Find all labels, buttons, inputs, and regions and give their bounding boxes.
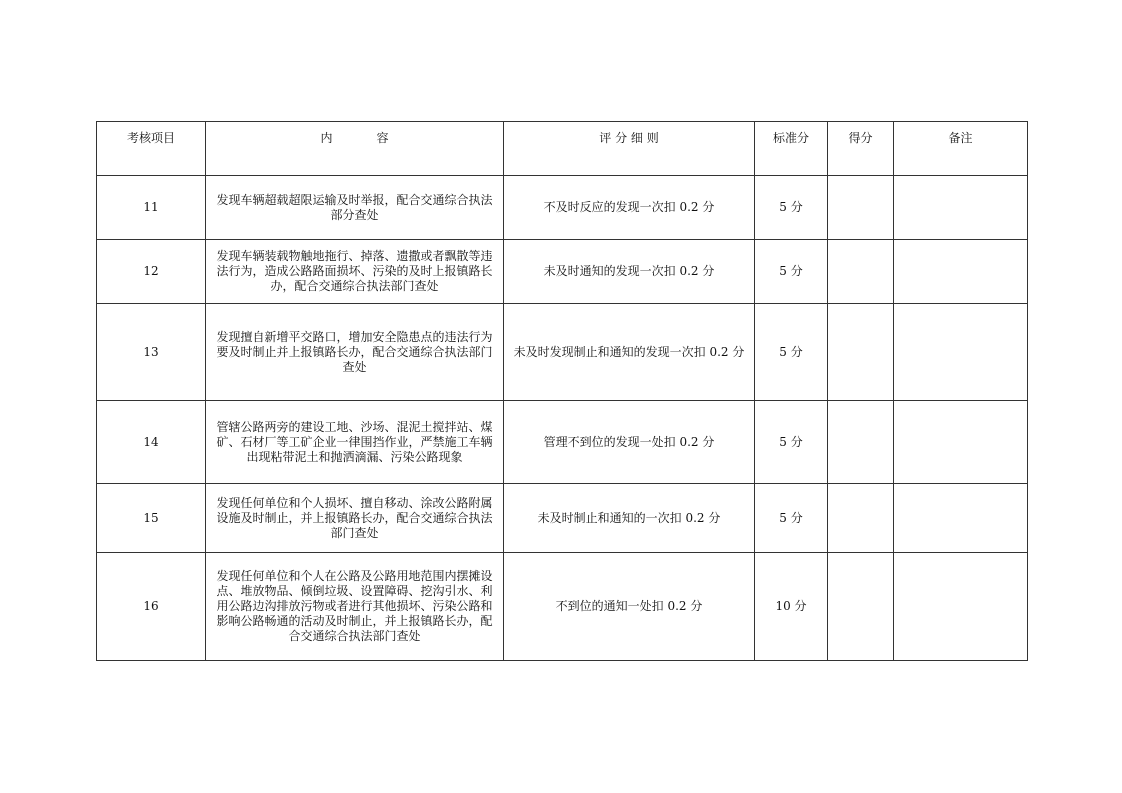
row-content: 发现擅自新增平交路口，增加安全隐患点的违法行为要及时制止并上报镇路长办，配合交通综合执法部门查处 <box>206 304 504 401</box>
table-row <box>97 176 1028 240</box>
row-rule: 未及时发现制止和通知的发现一次扣 0.2 分 <box>504 304 755 401</box>
row-number: 14 <box>97 401 206 484</box>
row-number: 16 <box>97 553 206 661</box>
header-score: 标准分 <box>755 122 828 176</box>
header-content-part-a: 内 <box>320 131 333 145</box>
header-row <box>97 122 1028 176</box>
assessment-table <box>96 121 1028 661</box>
row-content: 发现任何单位和个人在公路及公路用地范围内摆摊设点、堆放物品、倾倒垃圾、设置障碍、挖沟引水、利用公路边沟排放污物或者进行其他损坏、污染公路和影响公路畅通的活动及时制止，并上报镇路长办，配合交通综合执法部门查处 <box>206 553 504 661</box>
header-content <box>206 122 504 176</box>
row-rule: 未及时制止和通知的一次扣 0.2 分 <box>504 484 755 553</box>
row-note <box>894 484 1028 553</box>
row-got <box>828 176 894 240</box>
row-rule: 不到位的通知一处扣 0.2 分 <box>504 553 755 661</box>
row-content: 管辖公路两旁的建设工地、沙场、混泥土搅拌站、煤矿、石材厂等工矿企业一律围挡作业，严禁施工车辆出现粘带泥土和抛洒滴漏、污染公路现象 <box>206 401 504 484</box>
row-score: 10 分 <box>755 553 828 661</box>
row-score: 5 分 <box>755 484 828 553</box>
row-number: 12 <box>97 240 206 304</box>
row-content: 发现车辆超载超限运输及时举报，配合交通综合执法部分查处 <box>206 176 504 240</box>
header-note: 备注 <box>894 122 1028 176</box>
row-number: 13 <box>97 304 206 401</box>
row-content: 发现车辆装载物触地拖行、掉落、遗撒或者飘散等违法行为，造成公路路面损坏、污染的及时上报镇路长办，配合交通综合执法部门查处 <box>206 240 504 304</box>
row-rule: 未及时通知的发现一次扣 0.2 分 <box>504 240 755 304</box>
row-note <box>894 401 1028 484</box>
header-got: 得分 <box>828 122 894 176</box>
header-rule: 评 分 细 则 <box>504 122 755 176</box>
row-got <box>828 240 894 304</box>
row-got <box>828 401 894 484</box>
row-note <box>894 176 1028 240</box>
row-rule: 不及时反应的发现一次扣 0.2 分 <box>504 176 755 240</box>
row-content: 发现任何单位和个人损坏、擅自移动、涂改公路附属设施及时制止，并上报镇路长办，配合交通综合执法部门查处 <box>206 484 504 553</box>
row-number: 15 <box>97 484 206 553</box>
row-number: 11 <box>97 176 206 240</box>
row-got <box>828 484 894 553</box>
row-got <box>828 304 894 401</box>
row-note <box>894 240 1028 304</box>
row-score: 5 分 <box>755 176 828 240</box>
table-row <box>97 484 1028 553</box>
header-content-part-b: 容 <box>376 131 389 145</box>
row-got <box>828 553 894 661</box>
table-row <box>97 553 1028 661</box>
header-item: 考核项目 <box>97 122 206 176</box>
row-score: 5 分 <box>755 304 828 401</box>
row-note <box>894 553 1028 661</box>
table-row <box>97 401 1028 484</box>
table-row <box>97 304 1028 401</box>
row-rule: 管理不到位的发现一处扣 0.2 分 <box>504 401 755 484</box>
row-note <box>894 304 1028 401</box>
row-score: 5 分 <box>755 401 828 484</box>
table-row <box>97 240 1028 304</box>
row-score: 5 分 <box>755 240 828 304</box>
